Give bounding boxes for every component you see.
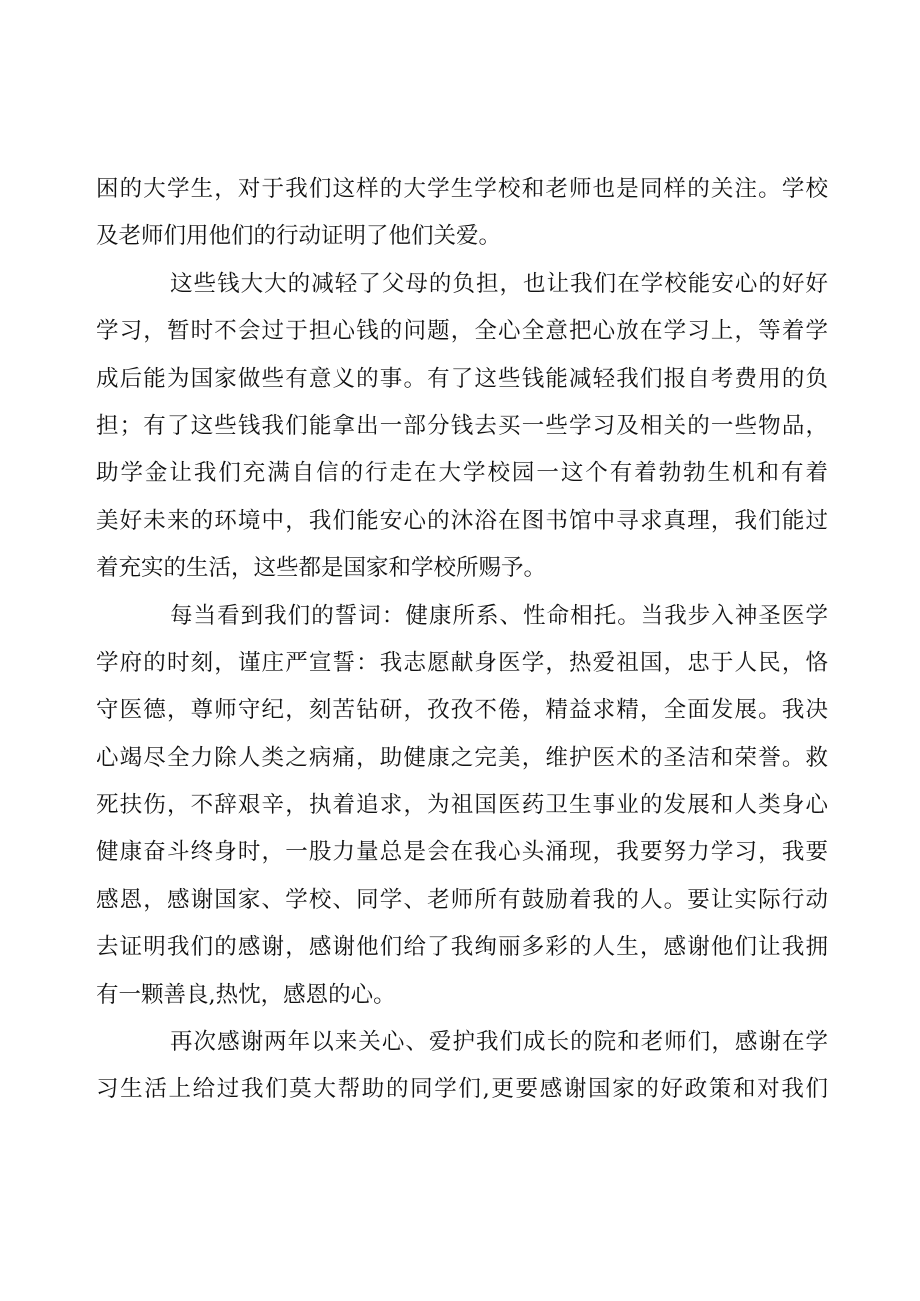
paragraph-first-line: 再次感谢两年以来关心、爱护我们成长的院和老师们，感谢在学	[170, 1029, 828, 1056]
text-line: 健康奋斗终身时，一股力量总是会在我心头涌现，我要努力学习，我要	[96, 839, 828, 866]
text-line: 着充实的生活，这些都是国家和学校所赐予。	[96, 555, 547, 582]
text-line: 困的大学生，对于我们这样的大学生学校和老师也是同样的关注。学校	[96, 176, 828, 202]
text-line: 及老师们用他们的行动证明了他们关爱。	[96, 223, 502, 250]
text-line: 学习，暂时不会过于担心钱的问题，全心全意把心放在学习上，等着学	[96, 318, 828, 345]
text-line: 担；有了这些钱我们能拿出一部分钱去买一些学习及相关的一些物品，	[96, 412, 828, 439]
text-line: 习生活上给过我们莫大帮助的同学们,更要感谢国家的好政策和对我们	[96, 1076, 828, 1103]
text-line: 美好未来的环境中，我们能安心的沐浴在图书馆中寻求真理，我们能过	[96, 507, 828, 534]
text-line: 死扶伤，不辞艰辛，执着追求，为祖国医药卫生事业的发展和人类身心	[96, 792, 828, 819]
text-line: 学府的时刻，谨庄严宣誓：我志愿献身医学，热爱祖国，忠于人民，恪	[96, 649, 828, 676]
text-line: 守医德，尊师守纪，刻苦钻研，孜孜不倦，精益求精，全面发展。我决	[96, 697, 828, 724]
text-line: 成后能为国家做些有意义的事。有了这些钱能减轻我们报自考费用的负	[96, 365, 828, 392]
text-line: 有一颗善良,热忱，感恩的心。	[96, 981, 396, 1008]
paragraph-first-line: 这些钱大大的减轻了父母的负担，也让我们在学校能安心的好好	[170, 270, 828, 297]
text-line: 感恩，感谢国家、学校、同学、老师所有鼓励着我的人。要让实际行动	[96, 886, 828, 913]
paragraph-first-line: 每当看到我们的誓词：健康所系、性命相托。当我步入神圣医学	[170, 602, 828, 629]
text-line: 心竭尽全力除人类之病痛，助健康之完美，维护医术的圣洁和荣誉。救	[96, 744, 828, 771]
text-line: 助学金让我们充满自信的行走在大学校园一这个有着勃勃生机和有着	[96, 460, 828, 487]
text-line: 去证明我们的感谢，感谢他们给了我绚丽多彩的人生，感谢他们让我拥	[96, 934, 828, 961]
body-text	[96, 166, 828, 1114]
